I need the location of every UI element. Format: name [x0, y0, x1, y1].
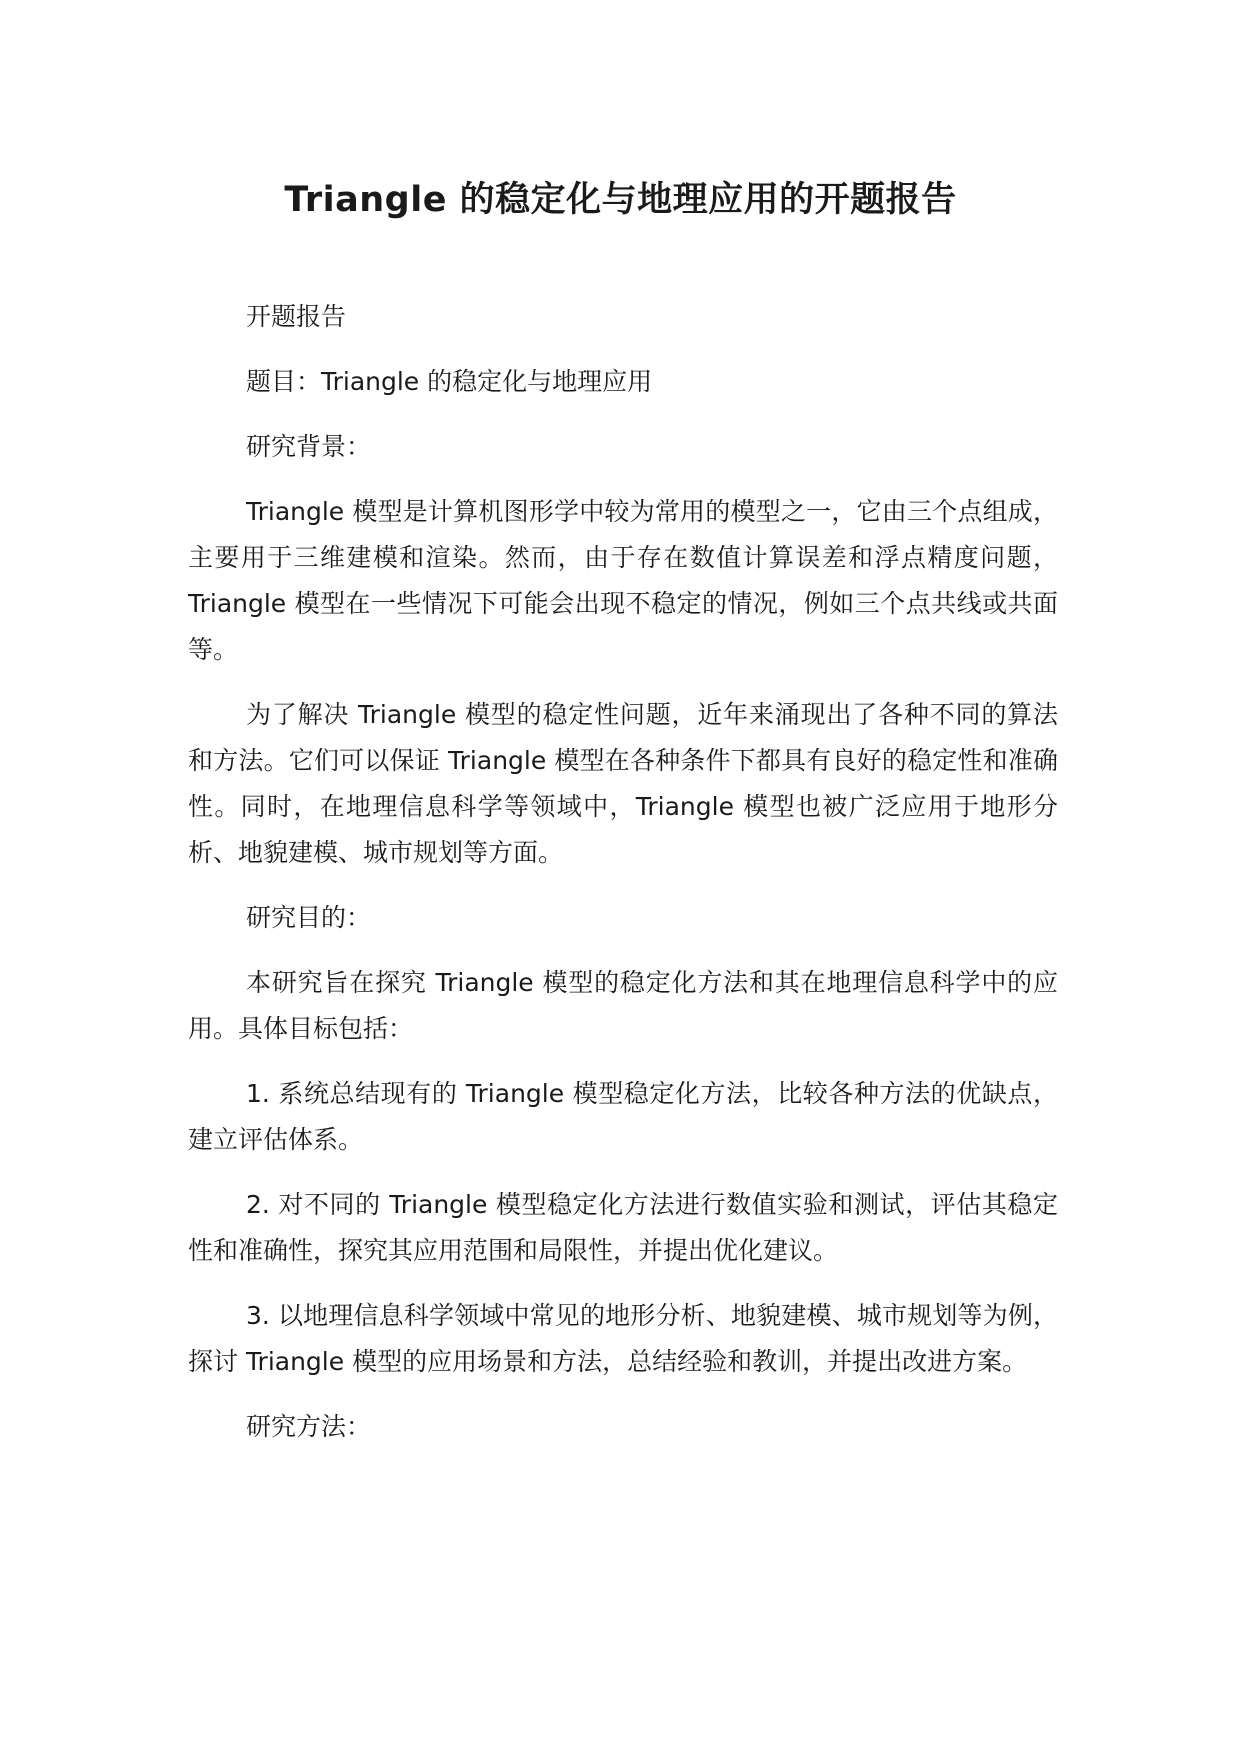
paragraph-background-2: 为了解决 Triangle 模型的稳定性问题，近年来涌现出了各种不同的算法和方法。它们可以保证 Triangle 模型在各种条件下都具有良好的稳定性和准确性。同时，在地理信息科学等领域中，Triangle 模型也被广泛应用于地形分析、地貌建模、城市规划等方面。: [188, 700, 1058, 867]
document-title: Triangle 的稳定化与地理应用的开题报告: [284, 180, 957, 220]
section-heading-background: 研究背景：: [246, 432, 372, 461]
section-heading-purpose: 研究目的：: [246, 903, 372, 932]
section-heading-method: 研究方法：: [246, 1412, 372, 1441]
list-item-goal-1: 1. 系统总结现有的 Triangle 模型稳定化方法，比较各种方法的优缺点，建立评估体系。: [188, 1079, 1058, 1154]
section-label-report: 开题报告: [246, 302, 347, 331]
paragraph-background-1: Triangle 模型是计算机图形学中较为常用的模型之一，它由三个点组成，主要用于三维建模和渲染。然而，由于存在数值计算误差和浮点精度问题，Triangle 模型在一些情况下可能会出现不稳定的情况，例如三个点共线或共面等。: [188, 497, 1058, 664]
topic-line: 题目：Triangle 的稳定化与地理应用: [246, 367, 653, 396]
document-body: [188, 294, 1058, 1469]
list-item-goal-3: 3. 以地理信息科学领域中常见的地形分析、地貌建模、城市规划等为例，探讨 Triangle 模型的应用场景和方法，总结经验和教训，并提出改进方案。: [188, 1301, 1058, 1376]
list-item-goal-2: 2. 对不同的 Triangle 模型稳定化方法进行数值实验和测试，评估其稳定性和准确性，探究其应用范围和局限性，并提出优化建议。: [188, 1190, 1058, 1265]
paragraph-purpose-intro: 本研究旨在探究 Triangle 模型的稳定化方法和其在地理信息科学中的应用。具体目标包括：: [188, 968, 1058, 1043]
